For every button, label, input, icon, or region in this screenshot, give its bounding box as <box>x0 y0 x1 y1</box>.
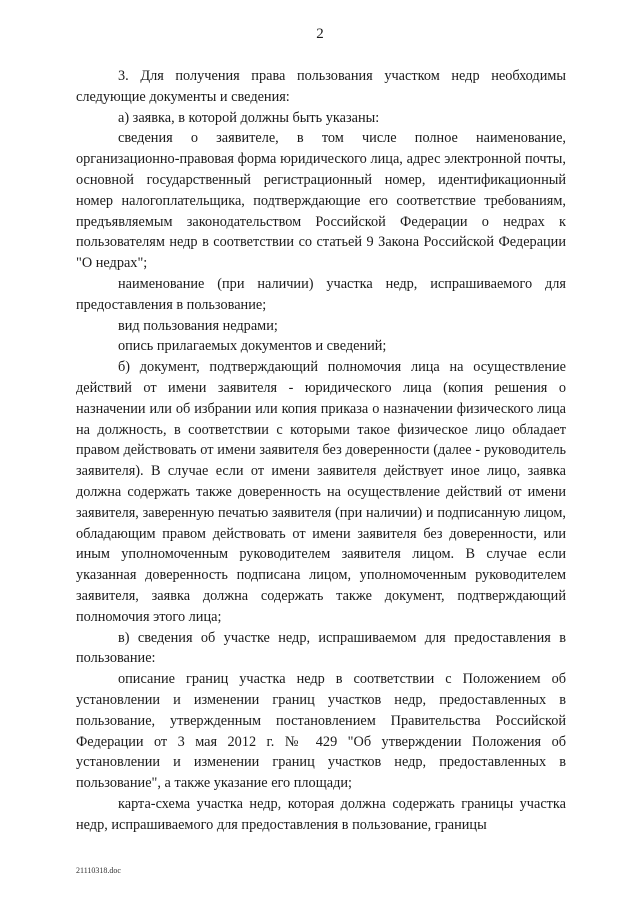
paragraph-a: а) заявка, в которой должны быть указаны: <box>118 109 380 126</box>
paragraph-3-intro: 3. Для получения права пользования участком недр необходимы следующие документы и сведения: <box>76 68 566 105</box>
document-body <box>76 66 566 835</box>
footer-filename: 21110318.doc <box>76 866 121 875</box>
paragraph-c: в) сведения об участке недр, испрашиваемом для предоставления в пользование: <box>76 629 566 667</box>
paragraph-inventory: опись прилагаемых документов и сведений; <box>118 338 387 355</box>
paragraph-plot-name: наименование (при наличии) участка недр, испрашиваемого для предоставления в пользование; <box>76 275 566 313</box>
paragraph-boundaries: описание границ участка недр в соответствии с Положением об установлении и изменении границ участков недр, предоставленных в пользование, утвержденным постановлением Правительства Российской Федерации от 3 мая 2012 г. № 429 "Об утверждении Положения об установлении и изменении границ участков недр, предоставленных в пользование", а также указание его площади; <box>76 671 566 792</box>
page-number: 2 <box>316 26 324 42</box>
paragraph-b: б) документ, подтверждающий полномочия лица на осуществление действий от имени заявителя - юридического лица (копия решения о назначении или об избрании или копия приказа о назначении физического лица на должность, в соответствии с которыми такое физическое лицо обладает правом действовать от имени заявителя без доверенности (далее - руководитель заявителя). В случае если от имени заявителя действует иное лицо, заявка должна содержать также доверенность на осуществление действий от имени заявителя, заверенную печатью заявителя (при наличии) и подписанную лицом, обладающим правом действовать от имени заявителя без доверенности, или иным уполномоченным руководителем заявителя лицом. В случае если указанная доверенность подписана лицом, уполномоченным руководителем заявителя, заявка должна содержать также документ, подтверждающий полномочия этого лица; <box>76 359 566 625</box>
paragraph-use-type: вид пользования недрами; <box>118 317 278 334</box>
paragraph-applicant-info: сведения о заявителе, в том числе полное наименование, организационно-правовая форма юридического лица, адрес электронной почты, основной государственный регистрационный номер, идентификационный номер налогоплательщика, подтверждающие его соответствие требованиям, предъявляемым законодательством Российской Федерации о недрах к пользователям недр в соответствии со статьей 9 Закона Российской Федерации "О недрах"; <box>76 130 566 272</box>
paragraph-map-scheme: карта-схема участка недр, которая должна содержать границы участка недр, испрашиваемого для предоставления в пользование, границы <box>76 795 566 833</box>
